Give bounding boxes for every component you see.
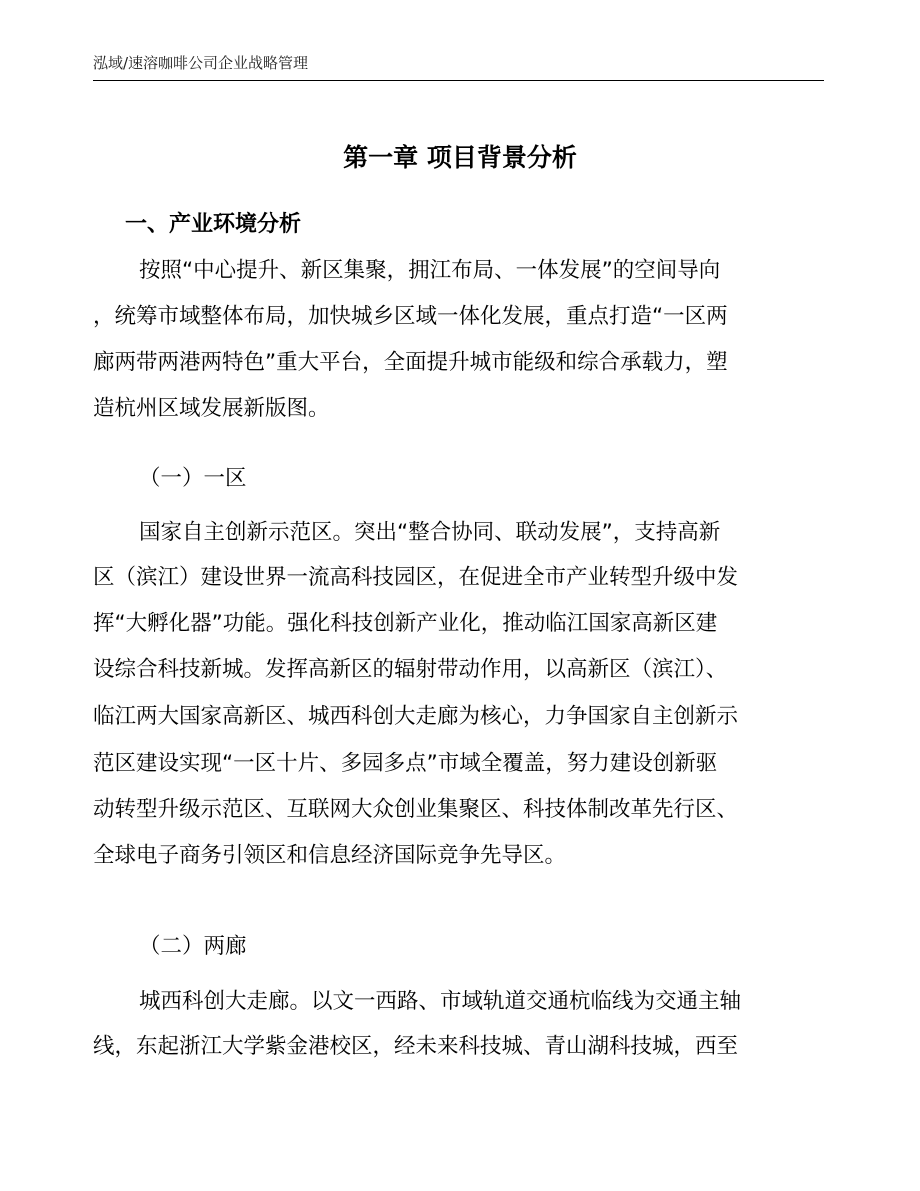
header-divider	[93, 80, 824, 81]
running-header: 泓域/速溶咖啡公司企业战略管理	[93, 54, 309, 72]
subsection-heading: （二）两廊	[139, 934, 247, 959]
paragraph-line: 临江两大国家高新区、城西科创大走廊为核心，力争国家自主创新示	[93, 704, 739, 729]
paragraph-line: 国家自主创新示范区。突出“整合协同、联动发展”，支持高新	[139, 520, 721, 545]
section-heading: 一、产业环境分析	[125, 212, 302, 237]
paragraph-line: 全球电子商务引领区和信息经济国际竞争先导区。	[93, 843, 567, 868]
paragraph-line: 线，东起浙江大学紫金港校区，经未来科技城、青山湖科技城，西至	[93, 1034, 739, 1059]
paragraph-line: 挥“大孵化器”功能。强化科技创新产业化，推动临江国家高新区建	[93, 611, 718, 636]
subsection-heading: （一）一区	[139, 466, 247, 491]
paragraph-line: 区（滨江）建设世界一流高科技园区，在促进全市产业转型升级中发	[93, 565, 739, 590]
paragraph-line: 按照“中心提升、新区集聚，拥江布局、一体发展”的空间导向	[139, 258, 721, 283]
paragraph-line: ，统筹市域整体布局，加快城乡区域一体化发展，重点打造“一区两	[93, 304, 728, 329]
chapter-title: 第一章 项目背景分析	[343, 143, 577, 172]
paragraph-line: 廊两带两港两特色”重大平台，全面提升城市能级和综合承载力，塑	[93, 350, 728, 375]
paragraph-line: 范区建设实现“一区十片、多园多点”市域全覆盖，努力建设创新驱	[93, 751, 718, 776]
paragraph-line: 造杭州区域发展新版图。	[93, 396, 330, 421]
paragraph-line: 动转型升级示范区、互联网大众创业集聚区、科技体制改革先行区、	[93, 797, 739, 822]
paragraph-line: 设综合科技新城。发挥高新区的辐射带动作用，以高新区（滨江）、	[93, 657, 728, 682]
paragraph-line: 城西科创大走廊。以文一西路、市域轨道交通杭临线为交通主轴	[139, 989, 742, 1014]
